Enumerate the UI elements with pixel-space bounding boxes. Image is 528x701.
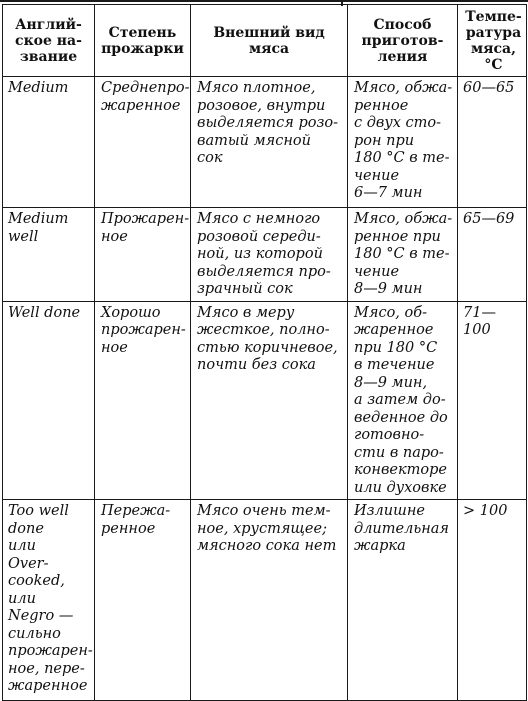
- cell-english-name: Medium well: [3, 208, 95, 302]
- cell-appearance: Мясо очень тем- ное, хрустящее; мясного сока нет: [191, 500, 348, 701]
- cell-temperature: 60—65: [458, 77, 527, 208]
- top-rule: [0, 0, 528, 2]
- header-doneness-degree: Степень прожарки: [95, 5, 191, 77]
- cell-cooking-method: Мясо, обжа- ренное при 180 °С в те- чение 8—9 мин: [348, 208, 458, 302]
- header-english-name: Англий- ское на- звание: [3, 5, 95, 77]
- table-row: [3, 208, 527, 302]
- cell-appearance: Мясо плотное, розовое, внутри выделяется розо- ватый мясной сок: [191, 77, 348, 208]
- header-cooking-method: Способ приготов- ления: [348, 5, 458, 77]
- cell-english-name: Medium: [3, 77, 95, 208]
- cell-temperature: > 100: [458, 500, 527, 701]
- cell-doneness-degree: Хорошо прожарен- ное: [95, 301, 191, 500]
- cell-appearance: Мясо в меру жесткое, полно- стью коричневое, почти без сока: [191, 301, 348, 500]
- header-appearance: Внешний вид мяса: [191, 5, 348, 77]
- cell-temperature: 65—69: [458, 208, 527, 302]
- table-row: [3, 500, 527, 701]
- cell-doneness-degree: Прожарен- ное: [95, 208, 191, 302]
- cell-english-name: Too well done или Over- cooked, или Negro — сильно прожарен- ное, пере- жаренное: [3, 500, 95, 701]
- cell-cooking-method: Излишне длительная жарка: [348, 500, 458, 701]
- meat-doneness-table: [2, 4, 527, 701]
- cell-temperature: 71— 100: [458, 301, 527, 500]
- table-row: [3, 301, 527, 500]
- table-row: [3, 77, 527, 208]
- header-temperature: Темпе- ратура мяса, °С: [458, 5, 527, 77]
- cell-cooking-method: Мясо, об- жаренное при 180 °С в течение 8—9 мин, а затем до- веденное до готовно- сти в паро- конвекторе или духовке: [348, 301, 458, 500]
- cell-doneness-degree: Пережа- ренное: [95, 500, 191, 701]
- cell-doneness-degree: Среднепро- жаренное: [95, 77, 191, 208]
- cell-appearance: Мясо с немного розовой середи- ной, из которой выделяется про- зрачный сок: [191, 208, 348, 302]
- table-header-row: [3, 5, 527, 77]
- cell-cooking-method: Мясо, обжа- ренное с двух сто- рон при 180 °С в те- чение 6—7 мин: [348, 77, 458, 208]
- cell-english-name: Well done: [3, 301, 95, 500]
